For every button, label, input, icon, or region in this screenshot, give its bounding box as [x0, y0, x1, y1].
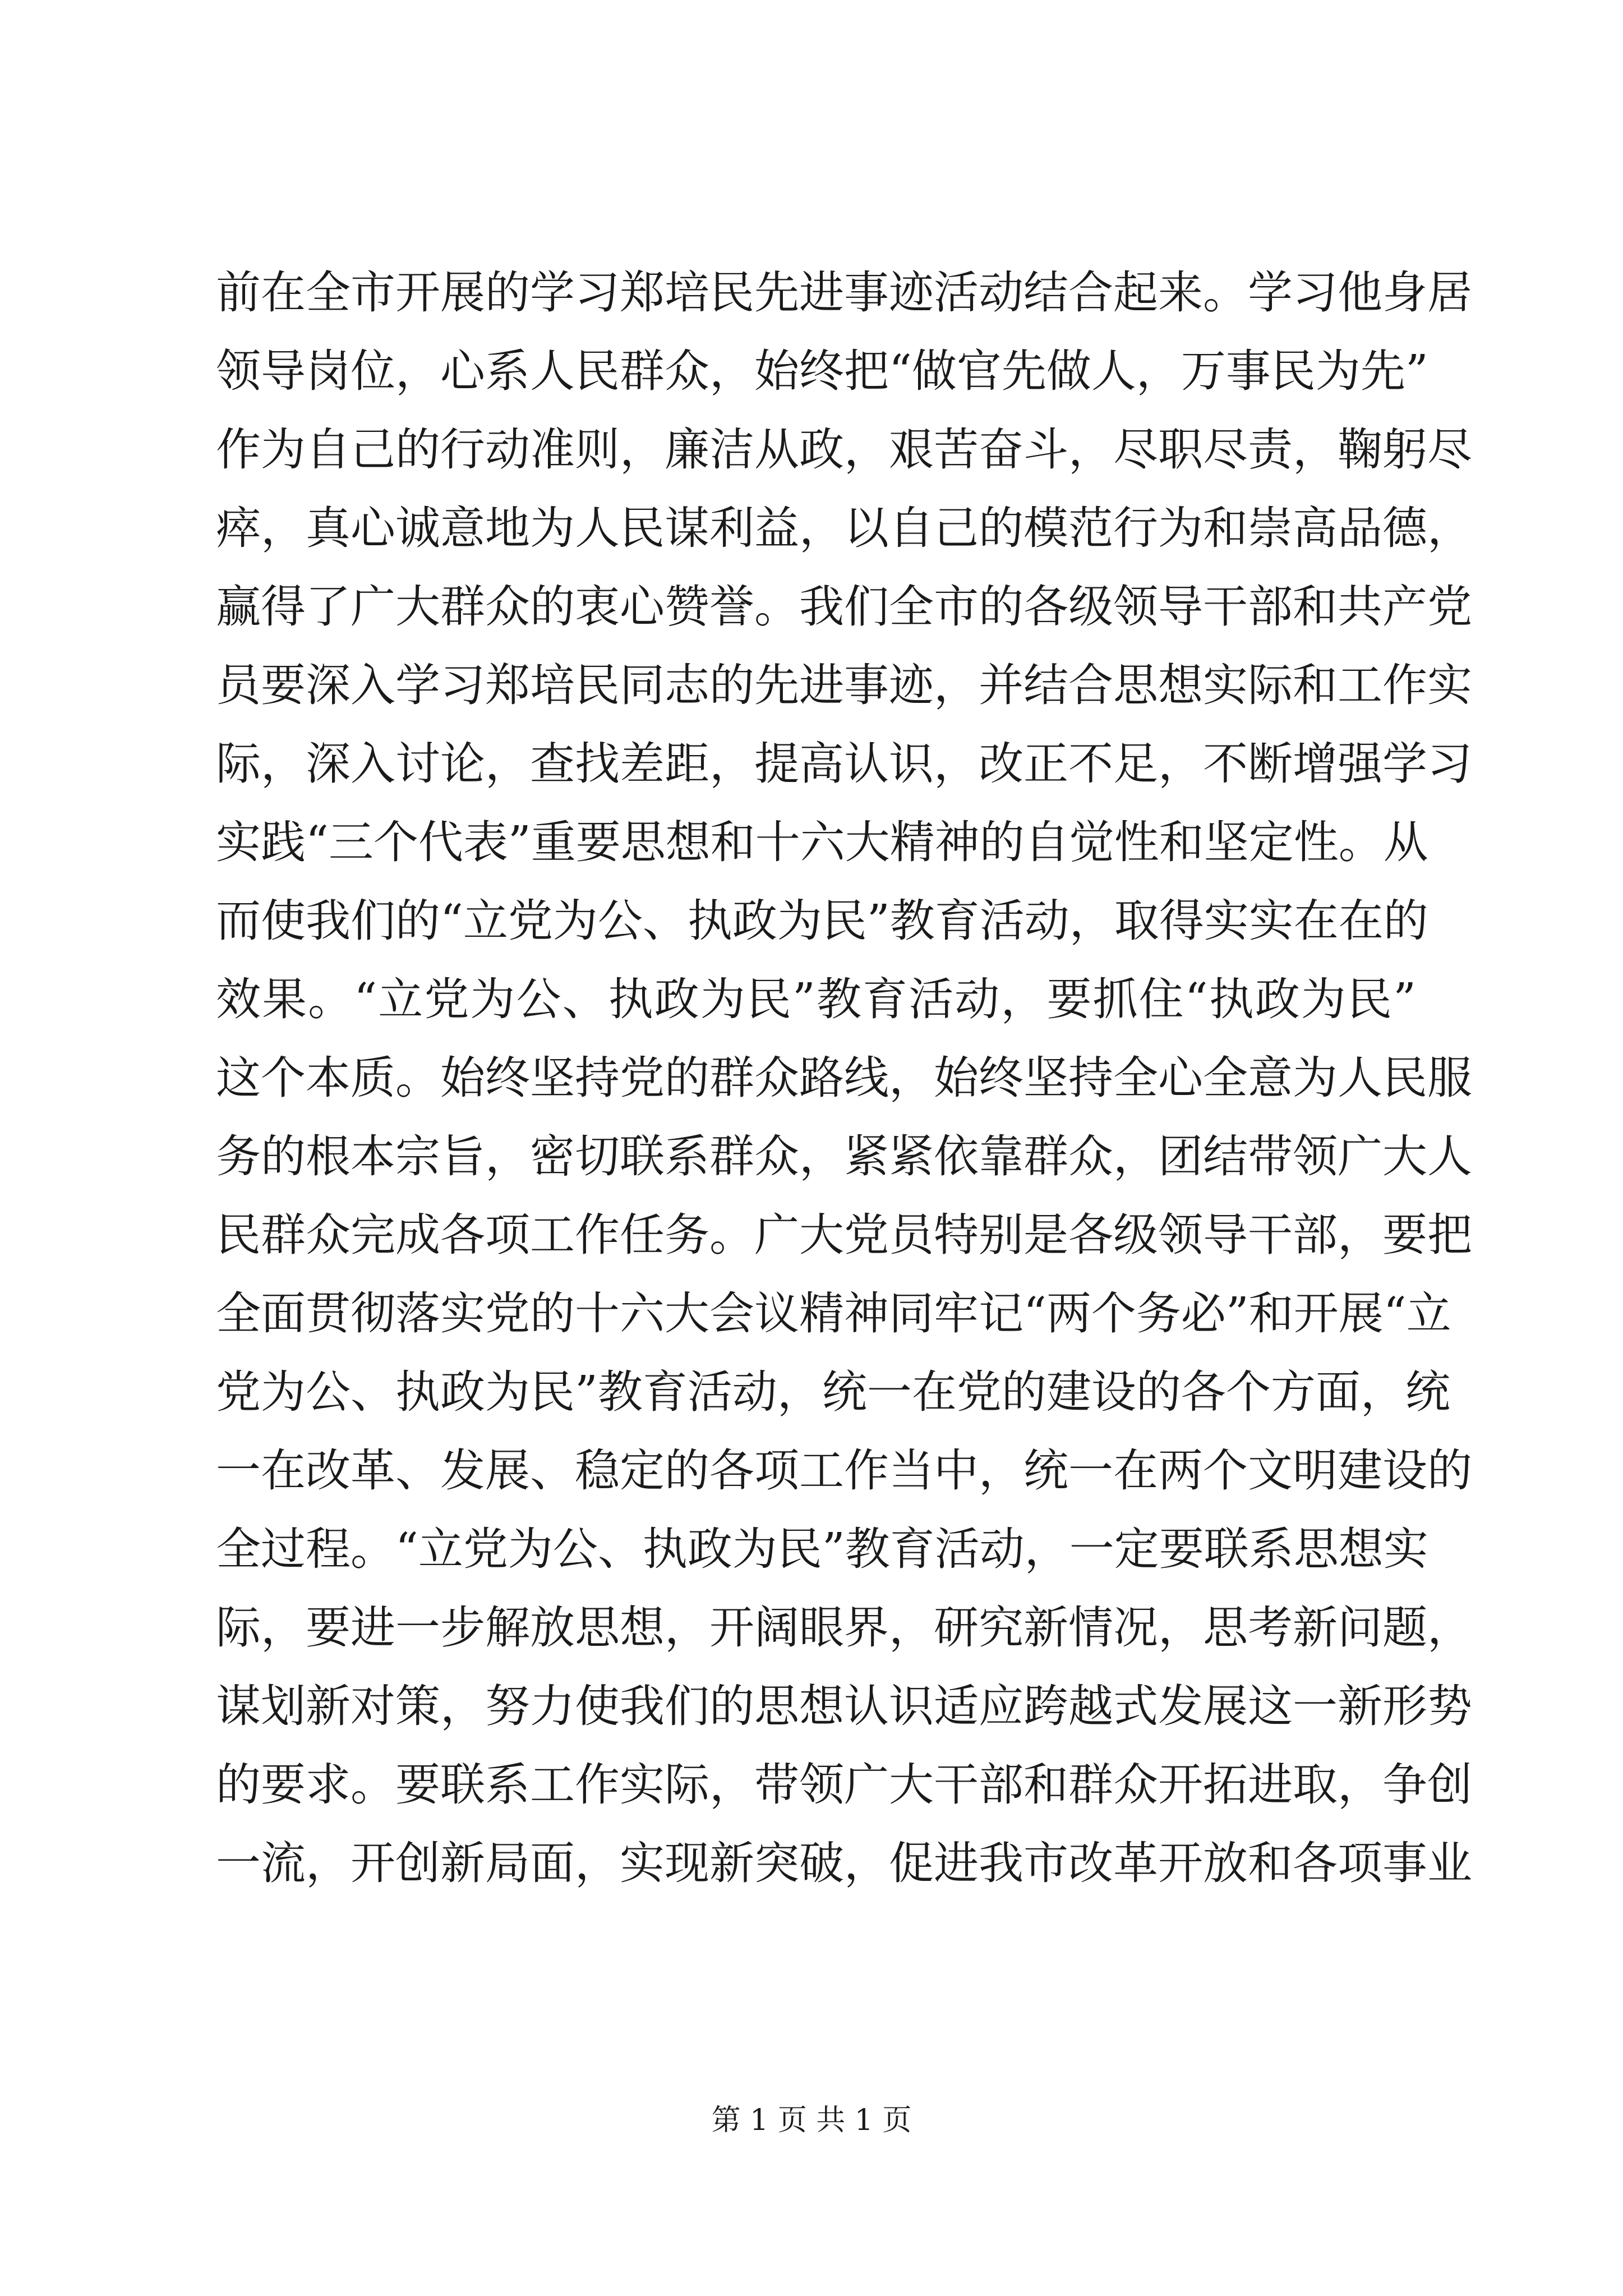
text-line: 而使我们的“立党为公、执政为民”教育活动，取得实实在在的	[216, 895, 1428, 947]
text-line: 瘁，真心诚意地为人民谋利益，以自己的模范行为和崇高品德，	[216, 502, 1472, 554]
text-line: 作为自己的行动准则，廉洁从政，艰苦奋斗，尽职尽责，鞠躬尽	[216, 424, 1472, 476]
page-footer	[0, 2101, 1623, 2140]
body-text	[216, 254, 1472, 1903]
text-line: 际，要进一步解放思想，开阔眼界，研究新情况，思考新问题，	[216, 1602, 1472, 1654]
text-line: 民群众完成各项工作任务。广大党员特别是各级领导干部，要把	[216, 1209, 1472, 1261]
text-line: 一流，开创新局面，实现新突破，促进我市改革开放和各项事业	[216, 1837, 1472, 1889]
text-line: 前在全市开展的学习郑培民先进事迹活动结合起来。学习他身居	[216, 266, 1472, 319]
text-line: 全过程。“立党为公、执政为民”教育活动，一定要联系思想实	[216, 1523, 1428, 1575]
text-line: 赢得了广大群众的衷心赞誉。我们全市的各级领导干部和共产党	[216, 581, 1472, 633]
text-line: 务的根本宗旨，密切联系群众，紧紧依靠群众，团结带领广大人	[216, 1130, 1472, 1182]
text-line: 这个本质。始终坚持党的群众路线，始终坚持全心全意为人民服	[216, 1052, 1472, 1104]
text-line: 效果。“立党为公、执政为民”教育活动，要抓住“执政为民”	[216, 973, 1416, 1025]
text-line: 党为公、执政为民”教育活动，统一在党的建设的各个方面，统	[216, 1366, 1450, 1418]
text-line: 一在改革、发展、稳定的各项工作当中，统一在两个文明建设的	[216, 1444, 1472, 1497]
text-line: 际，深入讨论，查找差距，提高认识，改正不足，不断增强学习	[216, 738, 1472, 790]
text-line: 员要深入学习郑培民同志的先进事迹，并结合思想实际和工作实	[216, 659, 1472, 711]
text-line: 全面贯彻落实党的十六大会议精神同牢记“两个务必”和开展“立	[216, 1287, 1451, 1340]
page-number-label: 第 1 页 共 1 页	[711, 2104, 912, 2137]
text-line: 实践“三个代表”重要思想和十六大精神的自觉性和坚定性。从	[216, 816, 1428, 868]
text-line: 谋划新对策，努力使我们的思想认识适应跨越式发展这一新形势	[216, 1680, 1472, 1732]
text-line: 的要求。要联系工作实际，带领广大干部和群众开拓进取，争创	[216, 1759, 1472, 1811]
text-line: 领导岗位，心系人民群众，始终把“做官先做人，万事民为先”	[216, 345, 1428, 397]
